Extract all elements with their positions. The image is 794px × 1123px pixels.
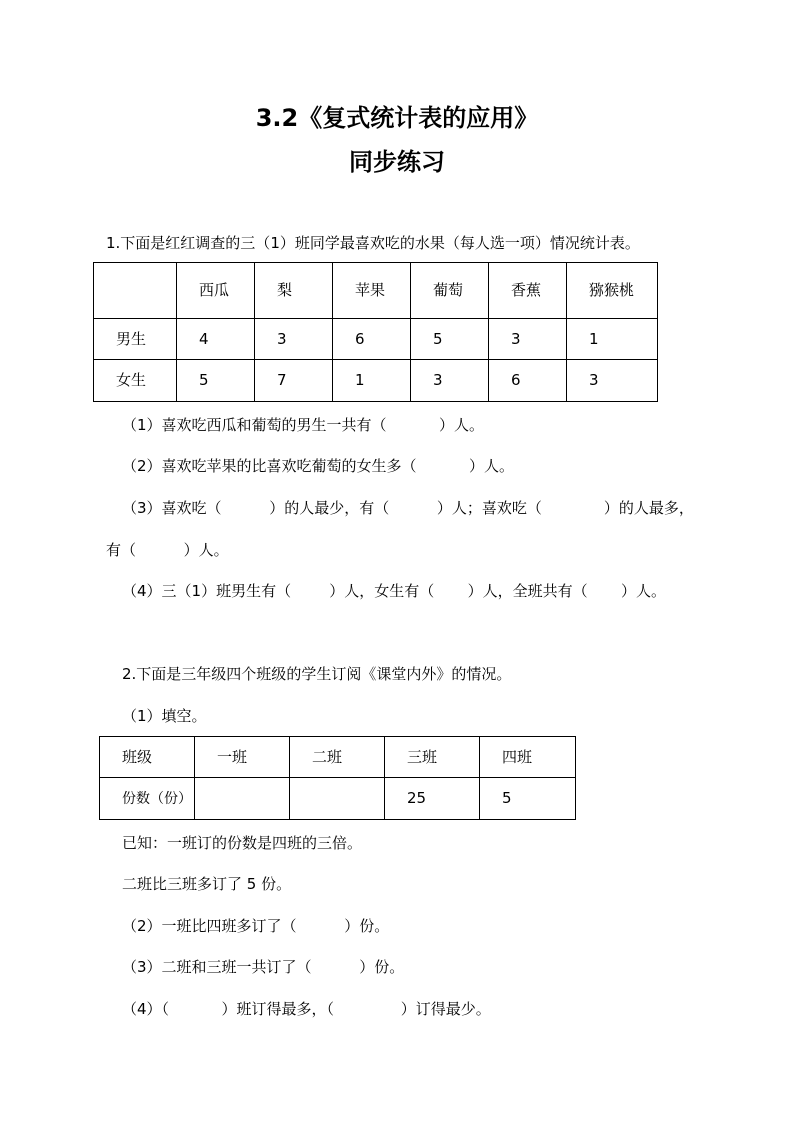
q2-sub1: （1）填空。 [122, 707, 207, 725]
table-row-label: 份数（份） [100, 778, 195, 820]
table-row-label: 男生 [94, 319, 177, 360]
q1-intro: 1.下面是红红调查的三（1）班同学最喜欢吃的水果（每人选一项）情况统计表。 [106, 234, 640, 252]
table-cell: 5 [177, 360, 255, 402]
q1-item-3-continued: 有（ ）人。 [106, 541, 229, 559]
table-header-cell: 苹果 [333, 263, 411, 319]
table-cell: 1 [333, 360, 411, 402]
q1-item-1: （1）喜欢吃西瓜和葡萄的男生一共有（ ）人。 [122, 416, 484, 434]
subscription-table [99, 736, 576, 820]
table-header-cell: 猕猴桃 [567, 263, 658, 319]
table-header-cell: 葡萄 [411, 263, 489, 319]
q1-item-4: （4）三（1）班男生有（ ）人，女生有（ ）人，全班共有（ ）人。 [122, 582, 666, 600]
document-title: 3.2《复式统计表的应用》 [255, 104, 539, 132]
table-row [94, 319, 658, 360]
table-header-cell: 班级 [100, 737, 195, 778]
q1-item-3: （3）喜欢吃（ ）的人最少，有（ ）人；喜欢吃（ ）的人最多， [122, 499, 694, 517]
table-cell: 5 [480, 778, 576, 820]
table-header-cell: 香蕉 [489, 263, 567, 319]
q2-intro: 2.下面是三年级四个班级的学生订阅《课堂内外》的情况。 [122, 665, 512, 683]
table-cell: 6 [333, 319, 411, 360]
document-subtitle: 同步练习 [349, 148, 445, 176]
table-cell: 25 [385, 778, 480, 820]
table-cell: 3 [411, 360, 489, 402]
table-cell: 3 [489, 319, 567, 360]
table-row [94, 360, 658, 402]
table-cell: 4 [177, 319, 255, 360]
table-cell: 1 [567, 319, 658, 360]
table-header-cell: 三班 [385, 737, 480, 778]
table-cell [290, 778, 385, 820]
table-header-row [94, 263, 658, 319]
table-header-cell: 梨 [255, 263, 333, 319]
table-header-row [100, 737, 576, 778]
table-header-cell: 西瓜 [177, 263, 255, 319]
q1-item-2: （2）喜欢吃苹果的比喜欢吃葡萄的女生多（ ）人。 [122, 457, 514, 475]
table-cell: 3 [567, 360, 658, 402]
table-cell [195, 778, 290, 820]
table-header-cell: 一班 [195, 737, 290, 778]
table-header-cell: 二班 [290, 737, 385, 778]
table-header-cell [94, 263, 177, 319]
table-row-label: 女生 [94, 360, 177, 402]
q2-item-3: （3）二班和三班一共订了（ ）份。 [122, 958, 405, 976]
table-cell: 5 [411, 319, 489, 360]
table-header-cell: 四班 [480, 737, 576, 778]
fruit-survey-table [93, 262, 658, 402]
q2-item-2: （2）一班比四班多订了（ ）份。 [122, 917, 390, 935]
table-cell: 7 [255, 360, 333, 402]
q2-known-2: 二班比三班多订了 5 份。 [122, 875, 292, 893]
q2-item-4: （4）（ ）班订得最多，（ ）订得最少。 [122, 1000, 491, 1018]
table-cell: 3 [255, 319, 333, 360]
table-cell: 6 [489, 360, 567, 402]
q2-known-1: 已知：一班订的份数是四班的三倍。 [122, 834, 363, 852]
table-row [100, 778, 576, 820]
